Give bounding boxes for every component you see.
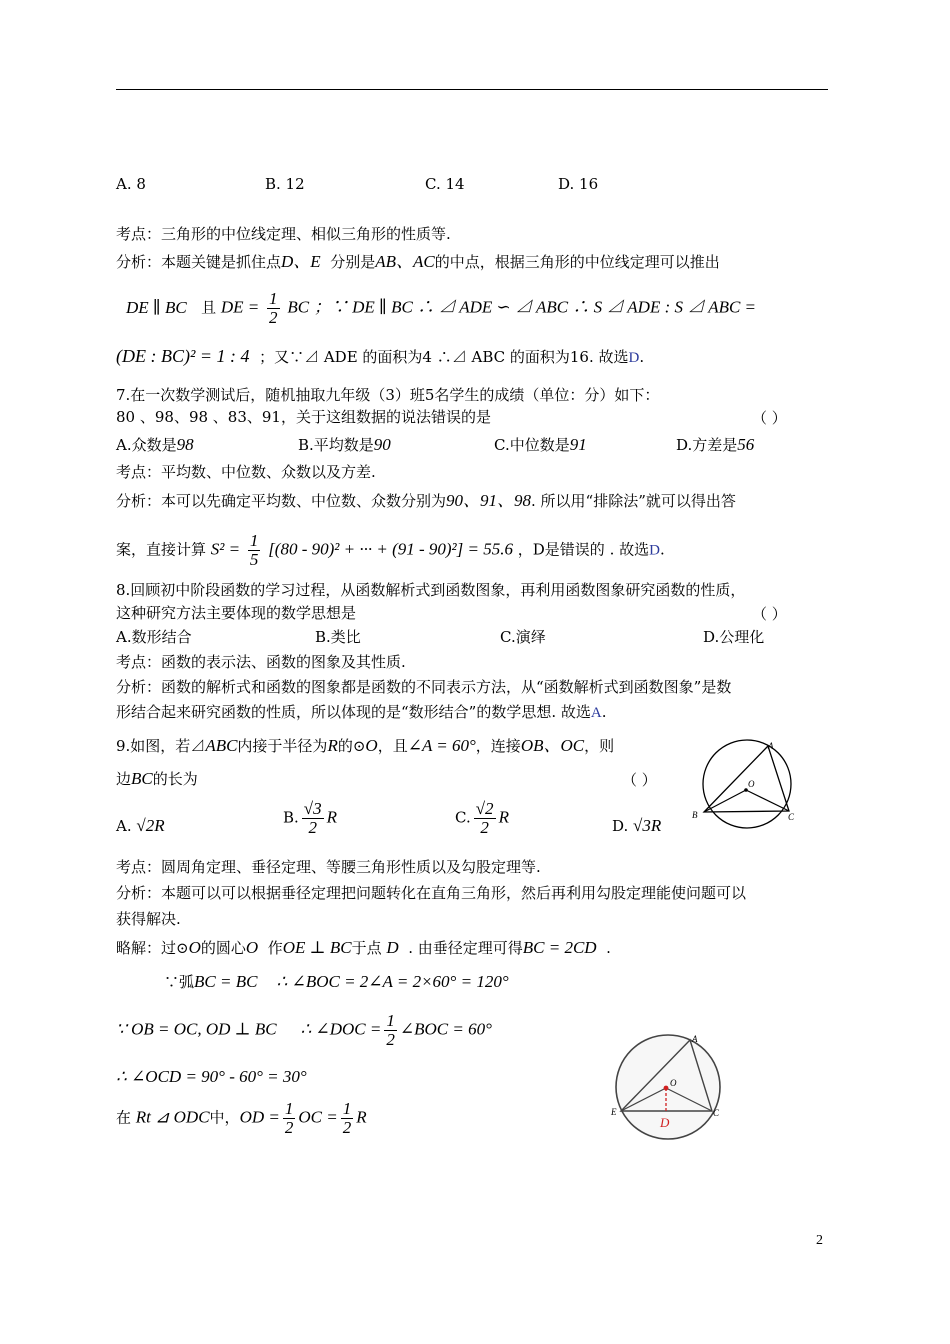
label-o: O [670, 1078, 677, 1088]
q8-fenxi-1: 分析：函数的解析式和函数的图象都是函数的不同表示方法，从“函数解析式到函数图象”是数 [116, 678, 732, 696]
q6-answer: D [628, 350, 640, 366]
label-a: A [692, 1034, 698, 1044]
q6-option-d: D. 16 [558, 175, 599, 193]
q6-option-b: B. 12 [265, 175, 305, 193]
q8-option-a: A.数形结合 [116, 628, 192, 646]
q7-option-c: C.中位数是91 [494, 435, 587, 454]
header-rule [116, 89, 828, 90]
q9-stem-1: 9.如图，若⊿ABC内接于半径为R的⊙O，且∠A = 60°，连接OB、OC，则 [116, 736, 615, 755]
segment-oc [746, 790, 789, 811]
triangle-abc [704, 746, 789, 812]
q9-figure-circle [690, 738, 820, 833]
q8-answer: A [590, 705, 602, 721]
q7-stem-1: 7.在一次数学测试后，随机抽取九年级（3）班5名学生的成绩（单位：分）如下： [116, 386, 660, 404]
circumcircle [703, 740, 791, 828]
label-a: A [768, 741, 774, 751]
q8-stem-1: 8.回顾初中阶段函数的学习过程，从函数解析式到函数图象，再利用函数图象研究函数的性质， [116, 581, 746, 599]
q6-result-line: (DE : BC)² = 1 : 4 ；又∵⊿ ADE 的面积为4 ∴⊿ ABC 的面积为16. 故选D. [116, 346, 645, 366]
q9-step-1: ∵弧BC = BC ∴ ∠BOC = 2∠A = 2×60° = 120° [164, 972, 509, 991]
label-b: B [692, 810, 698, 820]
q6-fenxi: 分析：本题关键是抓住点D、E 分别是AB、AC的中点，根据三角形的中位线定理可以推出 [116, 252, 720, 271]
q7-option-d: D.方差是56 [676, 435, 755, 454]
q8-option-b: B.类比 [315, 628, 361, 646]
q7-calc-line: 案，直接计算 S² = $\frac{1}{5}$ [(80 - 90)² + ··· + (91 - 90)²] = 55.6 ，D是错误的 . 故选D. [116, 531, 665, 569]
page-number: 2 [816, 1233, 823, 1248]
q9-lue-line: 略解：过⊙O的圆心O 作OE ⊥ BC于点 D . 由垂径定理可得BC = 2CD . [116, 938, 611, 957]
label-o: O [748, 779, 755, 789]
q9-option-b: B. $\frac{√3}{2}$ R [283, 799, 338, 837]
q7-option-b: B.平均数是90 [298, 435, 391, 454]
q9-step-3: ∴ ∠OCD = 90° - 60° = 30° [116, 1067, 307, 1086]
q8-kaodian: 考点：函数的表示法、函数的图象及其性质. [116, 653, 406, 671]
label-d: D [660, 1115, 670, 1130]
q9-step-4: 在 Rt ⊿ ODC中，OD = $\frac{1}{2}$ OC = $\frac{1}{2}$ R [116, 1099, 367, 1137]
q9-solution-figure [608, 1030, 738, 1145]
q9-step-2: ∵ OB = OC, OD ⊥ BC ∴ ∠DOC = $\frac{1}{2}$ ∠BOC = 60° [116, 1011, 492, 1049]
center-point [664, 1086, 669, 1091]
q9-stem-2: 边BC的长为 [116, 769, 198, 788]
fraction-half: $\frac{1}{2}$ [269, 289, 278, 327]
q9-fenxi-1: 分析：本题可以可以根据垂径定理把问题转化在直角三角形，然后再利用勾股定理能使问题可以 [116, 884, 747, 902]
q9-answer-blank: （ ） [622, 771, 657, 789]
label-c: C [788, 812, 795, 822]
q6-option-c: C. 14 [425, 175, 465, 193]
q6-option-a: A. 8 [116, 175, 146, 193]
q9-option-d: D. √3R [612, 816, 662, 835]
q8-stem-2: 这种研究方法主要体现的数学思想是 [116, 604, 357, 622]
q6-derivation-line: DE ∥ BC 且 DE = $\frac{1}{2}$ BC ；∵ DE ∥ BC ∴ ⊿ ADE ∽ ⊿ ABC ∴ S ⊿ ADE : S ⊿ ABC = [126, 289, 757, 327]
fraction-fifth: $\frac{1}{5}$ [249, 531, 259, 569]
q7-stem-2: 80 、98、98 、83、91，关于这组数据的说法错误的是 [116, 408, 491, 426]
label-c: C [713, 1108, 720, 1118]
q8-fenxi-2: 形结合起来研究函数的性质，所以体现的是“数形结合”的数学思想. 故选A. [116, 703, 607, 721]
q9-fenxi-2: 获得解决. [116, 910, 181, 928]
q9-option-c: C. $\frac{√2}{2}$ R [455, 799, 509, 837]
q8-option-c: C.演绎 [500, 628, 546, 646]
q7-option-a: A.众数是98 [116, 435, 194, 454]
q7-answer-blank: （ ） [752, 409, 787, 427]
q8-answer-blank: （ ） [752, 605, 787, 623]
q9-option-a: A. √2R [116, 816, 165, 835]
q7-fenxi: 分析：本可以先确定平均数、中位数、众数分别为90、91、98. 所以用“排除法”就可以得出答 [116, 491, 736, 510]
q8-option-d: D.公理化 [703, 628, 765, 646]
label-e: E [611, 1107, 617, 1117]
q6-kaodian: 考点：三角形的中位线定理、相似三角形的性质等. [116, 225, 451, 243]
q7-kaodian: 考点：平均数、中位数、众数以及方差. [116, 463, 376, 481]
q7-answer: D [649, 542, 660, 559]
q9-kaodian: 考点：圆周角定理、垂径定理、等腰三角形性质以及勾股定理等. [116, 858, 541, 876]
segment-ob [704, 790, 746, 812]
